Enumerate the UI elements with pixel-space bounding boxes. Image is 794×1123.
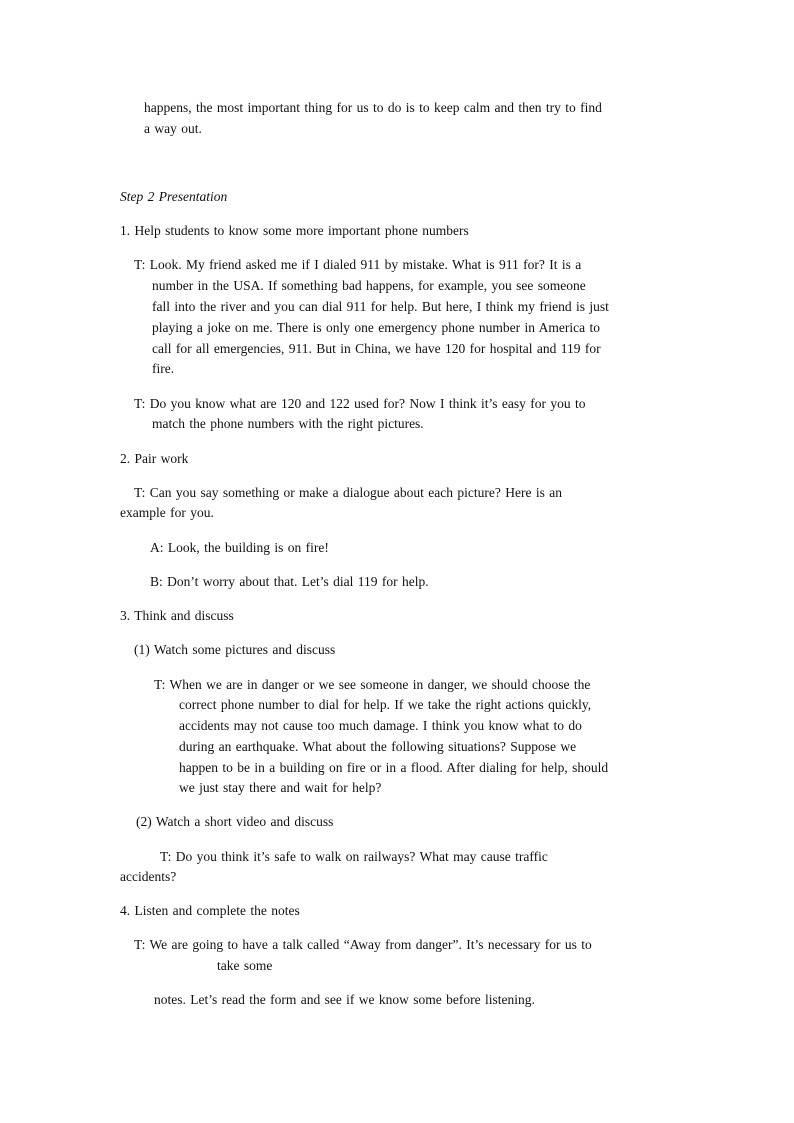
- section4-heading: 4. Listen and complete the notes: [120, 903, 300, 918]
- section2-para-line: example for you.: [120, 505, 214, 520]
- step-heading: Step 2 Presentation: [120, 189, 228, 204]
- section1-para1-line: playing a joke on me. There is only one emergency phone number in America to: [152, 320, 601, 335]
- section3-sub1-line: during an earthquake. What about the following situations? Suppose we: [179, 739, 577, 754]
- section3-sub2-line: T: Do you think it’s safe to walk on railways? What may cause traffic: [160, 849, 548, 864]
- section2-para-line: T: Can you say something or make a dialogue about each picture? Here is an: [134, 485, 562, 500]
- section1-heading: 1. Help students to know some more important phone numbers: [120, 223, 469, 238]
- section3-sub1-line: correct phone number to dial for help. If we take the right actions quickly,: [179, 697, 592, 712]
- dialogue-a: A: Look, the building is on fire!: [150, 540, 329, 555]
- intro-line-2: a way out.: [144, 121, 202, 136]
- section1-para2-line: T: Do you know what are 120 and 122 used for? Now I think it’s easy for you to: [134, 396, 586, 411]
- section3-sub2-heading: (2) Watch a short video and discuss: [136, 814, 334, 829]
- section3-heading: 3. Think and discuss: [120, 608, 234, 623]
- section3-sub1-line: we just stay there and wait for help?: [179, 780, 382, 795]
- intro-line-1: happens, the most important thing for us to do is to keep calm and then try to find: [144, 100, 602, 115]
- section3-sub1-line: T: When we are in danger or we see someone in danger, we should choose the: [154, 677, 591, 692]
- section1-para2-line: match the phone numbers with the right pictures.: [152, 416, 424, 431]
- section3-sub2-line: accidents?: [120, 869, 177, 884]
- dialogue-b: B: Don’t worry about that. Let’s dial 119 for help.: [150, 574, 429, 589]
- section3-sub1-line: happen to be in a building on fire or in a flood. After dialing for help, should: [179, 760, 609, 775]
- section1-para1-line: number in the USA. If something bad happens, for example, you see someone: [152, 278, 586, 293]
- section4-para-line: notes. Let’s read the form and see if we know some before listening.: [154, 992, 535, 1007]
- section3-sub1-heading: (1) Watch some pictures and discuss: [134, 642, 336, 657]
- section1-para1-line: call for all emergencies, 911. But in China, we have 120 for hospital and 119 for: [152, 341, 601, 356]
- section3-sub1-line: accidents may not cause too much damage. I think you know what to do: [179, 718, 582, 733]
- section1-para1-line: fall into the river and you can dial 911 for help. But here, I think my friend is just: [152, 299, 609, 314]
- section1-para1-line: fire.: [152, 361, 175, 376]
- section1-para1-line: T: Look. My friend asked me if I dialed 911 by mistake. What is 911 for? It is a: [134, 257, 582, 272]
- section4-para-line: T: We are going to have a talk called “Away from danger”. It’s necessary for us to: [134, 937, 592, 952]
- section4-para-line: take some: [217, 958, 273, 973]
- section2-heading: 2. Pair work: [120, 451, 189, 466]
